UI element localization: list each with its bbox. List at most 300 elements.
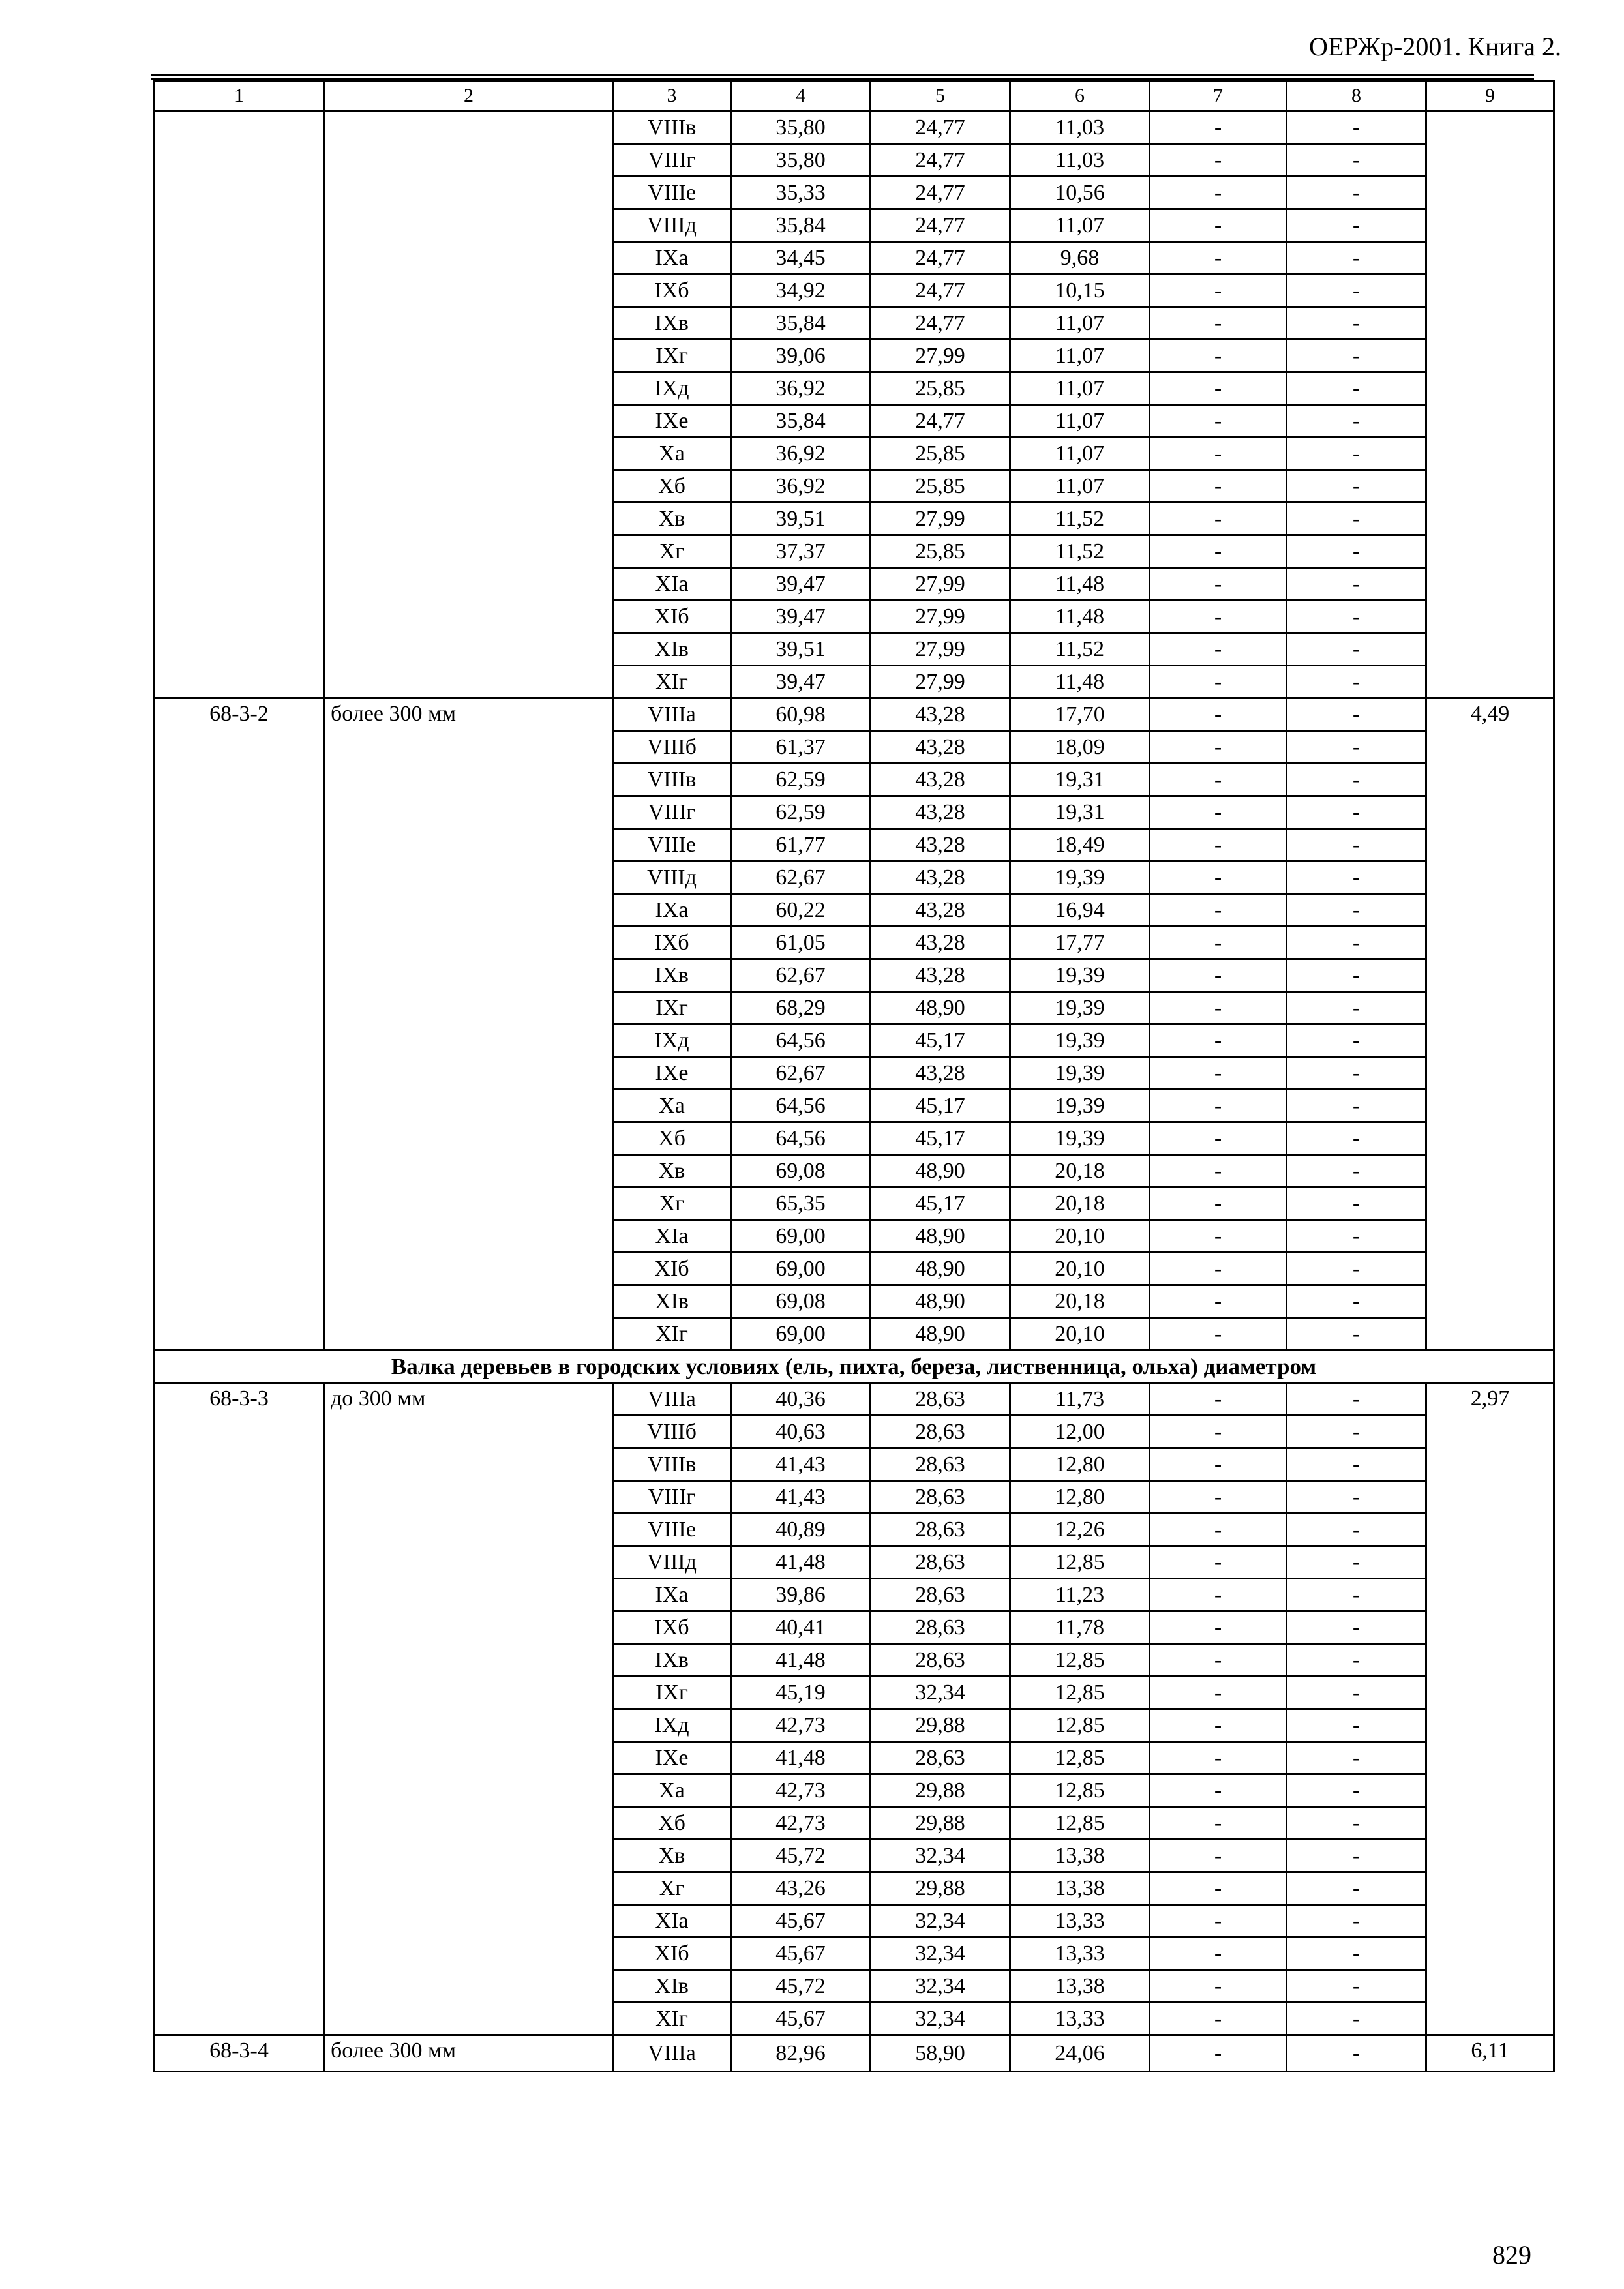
value-cell: - [1150, 861, 1287, 894]
value-cell: 35,84 [731, 405, 871, 438]
value-cell: - [1287, 1025, 1426, 1057]
zone-cell: Xa [613, 1774, 731, 1807]
value-cell: 28,63 [871, 1448, 1010, 1481]
value-cell: 45,17 [871, 1025, 1010, 1057]
value-cell: - [1287, 1677, 1426, 1709]
value-cell: 64,56 [731, 1090, 871, 1122]
value-cell: 28,63 [871, 1611, 1010, 1644]
value-cell: 32,34 [871, 1937, 1010, 1970]
value-cell: 32,34 [871, 1677, 1010, 1709]
value-cell: 48,90 [871, 1220, 1010, 1253]
value-cell: 48,90 [871, 1285, 1010, 1318]
zone-cell: VIIIa [613, 2035, 731, 2072]
value-cell: - [1150, 112, 1287, 144]
value-cell: - [1287, 927, 1426, 959]
rate-code-cell: 68-3-2 [154, 698, 325, 1351]
column-9-cell: 2,97 [1426, 1383, 1554, 2035]
value-cell: 61,77 [731, 829, 871, 861]
value-cell: - [1150, 2003, 1287, 2035]
value-cell: - [1150, 1937, 1287, 1970]
value-cell: 32,34 [871, 1905, 1010, 1937]
value-cell: 17,70 [1010, 698, 1150, 731]
value-cell: 40,89 [731, 1514, 871, 1546]
value-cell: 34,92 [731, 275, 871, 307]
value-cell: - [1287, 1057, 1426, 1090]
value-cell: 13,33 [1010, 1937, 1150, 1970]
value-cell: - [1150, 1448, 1287, 1481]
value-cell: - [1150, 275, 1287, 307]
value-cell: 45,72 [731, 1840, 871, 1872]
value-cell: 43,28 [871, 829, 1010, 861]
value-cell: - [1150, 1057, 1287, 1090]
zone-cell: VIIIв [613, 764, 731, 796]
value-cell: - [1150, 1155, 1287, 1188]
value-cell: 12,00 [1010, 1416, 1150, 1448]
value-cell: 69,08 [731, 1285, 871, 1318]
value-cell: - [1150, 1188, 1287, 1220]
value-cell: 11,03 [1010, 144, 1150, 177]
value-cell: - [1150, 144, 1287, 177]
value-cell: - [1150, 927, 1287, 959]
value-cell: 42,73 [731, 1709, 871, 1742]
value-cell: - [1150, 1253, 1287, 1285]
value-cell: - [1150, 698, 1287, 731]
zone-cell: IXд [613, 372, 731, 405]
value-cell: - [1150, 1970, 1287, 2003]
zone-cell: VIIIд [613, 1546, 731, 1579]
value-cell: 45,17 [871, 1188, 1010, 1220]
table-row [154, 2035, 1554, 2072]
value-cell: 27,99 [871, 568, 1010, 601]
value-cell: 37,37 [731, 535, 871, 568]
value-cell: - [1287, 1742, 1426, 1774]
value-cell: - [1287, 1905, 1426, 1937]
value-cell: - [1287, 1514, 1426, 1546]
value-cell: - [1287, 112, 1426, 144]
value-cell: 82,96 [731, 2035, 871, 2072]
value-cell: 28,63 [871, 1644, 1010, 1677]
value-cell: - [1287, 503, 1426, 535]
value-cell: - [1150, 1318, 1287, 1351]
value-cell: - [1150, 1416, 1287, 1448]
column-number-cell: 8 [1287, 81, 1426, 112]
value-cell: 24,77 [871, 112, 1010, 144]
value-cell: 41,48 [731, 1742, 871, 1774]
value-cell: 19,39 [1010, 861, 1150, 894]
value-cell: - [1150, 992, 1287, 1025]
value-cell: 13,38 [1010, 1970, 1150, 2003]
value-cell: 19,31 [1010, 764, 1150, 796]
value-cell: - [1287, 959, 1426, 992]
value-cell: - [1150, 470, 1287, 503]
value-cell: - [1150, 568, 1287, 601]
value-cell: 43,26 [731, 1872, 871, 1905]
value-cell: 58,90 [871, 2035, 1010, 2072]
value-cell: - [1150, 405, 1287, 438]
value-cell: - [1287, 1840, 1426, 1872]
value-cell: 19,39 [1010, 1122, 1150, 1155]
value-cell: 25,85 [871, 470, 1010, 503]
zone-cell: IXг [613, 340, 731, 372]
zone-cell: VIIIa [613, 1383, 731, 1416]
value-cell: 11,07 [1010, 209, 1150, 242]
zone-cell: Xг [613, 1188, 731, 1220]
value-cell: 39,47 [731, 568, 871, 601]
value-cell: - [1287, 1937, 1426, 1970]
value-cell: - [1150, 1514, 1287, 1546]
zone-cell: IXб [613, 927, 731, 959]
value-cell: 48,90 [871, 1253, 1010, 1285]
zone-cell: XIб [613, 1253, 731, 1285]
value-cell: 60,22 [731, 894, 871, 927]
value-cell: 27,99 [871, 666, 1010, 698]
value-cell: 34,45 [731, 242, 871, 275]
value-cell: 12,85 [1010, 1709, 1150, 1742]
value-cell: 29,88 [871, 1709, 1010, 1742]
column-9-cell [1426, 112, 1554, 698]
value-cell: 11,07 [1010, 340, 1150, 372]
value-cell: - [1150, 1481, 1287, 1514]
value-cell: 39,51 [731, 633, 871, 666]
zone-cell: IXд [613, 1025, 731, 1057]
value-cell: 11,78 [1010, 1611, 1150, 1644]
value-cell: 24,77 [871, 209, 1010, 242]
zone-cell: Xг [613, 1872, 731, 1905]
value-cell: - [1150, 1807, 1287, 1840]
zone-cell: IXе [613, 1057, 731, 1090]
value-cell: 36,92 [731, 438, 871, 470]
value-cell: 62,59 [731, 764, 871, 796]
value-cell: - [1287, 1774, 1426, 1807]
rate-description-cell: более 300 мм [325, 2035, 613, 2072]
value-cell: - [1150, 1742, 1287, 1774]
value-cell: 11,23 [1010, 1579, 1150, 1611]
value-cell: - [1287, 340, 1426, 372]
value-cell: - [1150, 1122, 1287, 1155]
value-cell: 24,77 [871, 144, 1010, 177]
zone-cell: IXе [613, 1742, 731, 1774]
value-cell: 32,34 [871, 1840, 1010, 1872]
section-title-row [154, 1351, 1554, 1383]
value-cell: - [1287, 1709, 1426, 1742]
value-cell: 39,51 [731, 503, 871, 535]
value-cell: - [1150, 2035, 1287, 2072]
value-cell: 25,85 [871, 438, 1010, 470]
zone-cell: VIIIв [613, 1448, 731, 1481]
value-cell: - [1150, 1546, 1287, 1579]
value-cell: - [1287, 405, 1426, 438]
value-cell: 64,56 [731, 1025, 871, 1057]
value-cell: 11,52 [1010, 535, 1150, 568]
value-cell: - [1287, 698, 1426, 731]
value-cell: - [1150, 959, 1287, 992]
value-cell: 65,35 [731, 1188, 871, 1220]
value-cell: 43,28 [871, 764, 1010, 796]
value-cell: - [1287, 275, 1426, 307]
value-cell: 35,84 [731, 209, 871, 242]
value-cell: - [1287, 1481, 1426, 1514]
value-cell: 12,85 [1010, 1546, 1150, 1579]
zone-cell: XIa [613, 568, 731, 601]
value-cell: - [1287, 1970, 1426, 2003]
rate-description-cell [325, 112, 613, 698]
value-cell: 27,99 [871, 633, 1010, 666]
value-cell: 62,59 [731, 796, 871, 829]
value-cell: 45,17 [871, 1122, 1010, 1155]
value-cell: 43,28 [871, 861, 1010, 894]
zone-cell: IXa [613, 1579, 731, 1611]
column-9-cell: 4,49 [1426, 698, 1554, 1351]
value-cell: 29,88 [871, 1774, 1010, 1807]
value-cell: 11,07 [1010, 372, 1150, 405]
value-cell: 41,48 [731, 1644, 871, 1677]
value-cell: 69,00 [731, 1253, 871, 1285]
value-cell: 24,77 [871, 307, 1010, 340]
value-cell: 69,08 [731, 1155, 871, 1188]
zone-cell: XIг [613, 2003, 731, 2035]
value-cell: - [1287, 1220, 1426, 1253]
table-row [154, 112, 1554, 144]
value-cell: - [1150, 1579, 1287, 1611]
value-cell: - [1150, 1383, 1287, 1416]
value-cell: - [1150, 307, 1287, 340]
value-cell: - [1287, 438, 1426, 470]
column-number-cell: 4 [731, 81, 871, 112]
value-cell: - [1150, 1872, 1287, 1905]
value-cell: 27,99 [871, 340, 1010, 372]
value-cell: - [1287, 992, 1426, 1025]
value-cell: 11,07 [1010, 307, 1150, 340]
value-cell: 41,48 [731, 1546, 871, 1579]
column-number-cell: 2 [325, 81, 613, 112]
value-cell: - [1150, 1220, 1287, 1253]
value-cell: - [1150, 1611, 1287, 1644]
value-cell: - [1287, 1285, 1426, 1318]
value-cell: 45,72 [731, 1970, 871, 2003]
value-cell: - [1287, 1090, 1426, 1122]
value-cell: 32,34 [871, 1970, 1010, 2003]
value-cell: 24,77 [871, 242, 1010, 275]
zone-cell: IXв [613, 959, 731, 992]
value-cell: 61,37 [731, 731, 871, 764]
value-cell: 11,48 [1010, 601, 1150, 633]
value-cell: 35,80 [731, 144, 871, 177]
value-cell: - [1287, 764, 1426, 796]
value-cell: 11,73 [1010, 1383, 1150, 1416]
value-cell: 28,63 [871, 1481, 1010, 1514]
value-cell: - [1287, 2003, 1426, 2035]
value-cell: - [1150, 1840, 1287, 1872]
zone-cell: Xб [613, 470, 731, 503]
zone-cell: XIa [613, 1220, 731, 1253]
value-cell: - [1287, 144, 1426, 177]
value-cell: - [1287, 1253, 1426, 1285]
value-cell: - [1287, 1188, 1426, 1220]
zone-cell: IXa [613, 242, 731, 275]
value-cell: 39,86 [731, 1579, 871, 1611]
value-cell: - [1287, 601, 1426, 633]
value-cell: 20,18 [1010, 1188, 1150, 1220]
value-cell: - [1287, 1448, 1426, 1481]
value-cell: 45,67 [731, 1905, 871, 1937]
value-cell: 40,41 [731, 1611, 871, 1644]
value-cell: - [1150, 242, 1287, 275]
value-cell: 19,39 [1010, 1057, 1150, 1090]
value-cell: 12,80 [1010, 1481, 1150, 1514]
value-cell: - [1150, 1774, 1287, 1807]
value-cell: 24,77 [871, 405, 1010, 438]
value-cell: 60,98 [731, 698, 871, 731]
zone-cell: XIб [613, 1937, 731, 1970]
value-cell: - [1287, 796, 1426, 829]
rate-code-cell: 68-3-4 [154, 2035, 325, 2072]
value-cell: 43,28 [871, 796, 1010, 829]
value-cell: 11,48 [1010, 568, 1150, 601]
value-cell: - [1150, 731, 1287, 764]
value-cell: 28,63 [871, 1383, 1010, 1416]
value-cell: 40,63 [731, 1416, 871, 1448]
zone-cell: VIIIд [613, 861, 731, 894]
zone-cell: XIб [613, 601, 731, 633]
document-header-title: ОЕРЖр-2001. Книга 2. [1309, 32, 1561, 61]
table-row [154, 698, 1554, 731]
value-cell: 45,67 [731, 2003, 871, 2035]
value-cell: 19,39 [1010, 1025, 1150, 1057]
value-cell: - [1287, 209, 1426, 242]
zone-cell: IXе [613, 405, 731, 438]
value-cell: 20,10 [1010, 1318, 1150, 1351]
value-cell: 61,05 [731, 927, 871, 959]
zone-cell: XIв [613, 633, 731, 666]
table-row [154, 1383, 1554, 1416]
value-cell: - [1287, 177, 1426, 209]
zone-cell: VIIIг [613, 144, 731, 177]
zone-cell: VIIIд [613, 209, 731, 242]
value-cell: 12,85 [1010, 1807, 1150, 1840]
value-cell: - [1287, 1611, 1426, 1644]
value-cell: 48,90 [871, 1155, 1010, 1188]
value-cell: - [1150, 1285, 1287, 1318]
value-cell: - [1287, 242, 1426, 275]
value-cell: - [1287, 1318, 1426, 1351]
value-cell: 10,15 [1010, 275, 1150, 307]
value-cell: 35,33 [731, 177, 871, 209]
zone-cell: Xa [613, 438, 731, 470]
value-cell: 43,28 [871, 894, 1010, 927]
value-cell: 39,47 [731, 666, 871, 698]
value-cell: - [1150, 1905, 1287, 1937]
value-cell: 39,47 [731, 601, 871, 633]
value-cell: 13,33 [1010, 2003, 1150, 2035]
zone-cell: IXб [613, 275, 731, 307]
rate-description-cell: до 300 мм [325, 1383, 613, 2035]
zone-cell: IXд [613, 1709, 731, 1742]
zone-cell: XIa [613, 1905, 731, 1937]
value-cell: 28,63 [871, 1579, 1010, 1611]
zone-cell: Xб [613, 1122, 731, 1155]
value-cell: 32,34 [871, 2003, 1010, 2035]
value-cell: - [1287, 731, 1426, 764]
value-cell: - [1287, 1644, 1426, 1677]
zone-cell: VIIIе [613, 1514, 731, 1546]
value-cell: - [1150, 829, 1287, 861]
value-cell: - [1150, 764, 1287, 796]
column-number-cell: 9 [1426, 81, 1554, 112]
value-cell: 12,85 [1010, 1774, 1150, 1807]
value-cell: 20,18 [1010, 1285, 1150, 1318]
value-cell: 11,07 [1010, 405, 1150, 438]
value-cell: - [1287, 470, 1426, 503]
value-cell: - [1150, 1677, 1287, 1709]
value-cell: 24,77 [871, 275, 1010, 307]
zone-cell: VIIIе [613, 829, 731, 861]
column-number-cell: 7 [1150, 81, 1287, 112]
column-number-row [154, 81, 1554, 112]
zone-cell: VIIIе [613, 177, 731, 209]
column-number-cell: 6 [1010, 81, 1150, 112]
value-cell: - [1287, 829, 1426, 861]
value-cell: - [1150, 633, 1287, 666]
value-cell: 11,07 [1010, 470, 1150, 503]
value-cell: - [1287, 1383, 1426, 1416]
zone-cell: VIIIa [613, 698, 731, 731]
zone-cell: Xг [613, 535, 731, 568]
rate-code-cell: 68-3-3 [154, 1383, 325, 2035]
value-cell: 64,56 [731, 1122, 871, 1155]
zone-cell: IXб [613, 1611, 731, 1644]
zone-cell: Xв [613, 1840, 731, 1872]
value-cell: - [1287, 1872, 1426, 1905]
zone-cell: XIв [613, 1970, 731, 2003]
value-cell: 28,63 [871, 1416, 1010, 1448]
zone-cell: XIг [613, 1318, 731, 1351]
zone-cell: Xв [613, 1155, 731, 1188]
zone-cell: Xв [613, 503, 731, 535]
value-cell: 24,77 [871, 177, 1010, 209]
value-cell: - [1287, 535, 1426, 568]
value-cell: - [1150, 894, 1287, 927]
value-cell: 62,67 [731, 1057, 871, 1090]
column-number-cell: 5 [871, 81, 1010, 112]
value-cell: 48,90 [871, 1318, 1010, 1351]
value-cell: 36,92 [731, 470, 871, 503]
zone-cell: IXв [613, 307, 731, 340]
value-cell: 19,39 [1010, 992, 1150, 1025]
zone-cell: IXв [613, 1644, 731, 1677]
value-cell: 11,52 [1010, 503, 1150, 535]
value-cell: 29,88 [871, 1807, 1010, 1840]
value-cell: 40,36 [731, 1383, 871, 1416]
value-cell: 43,28 [871, 959, 1010, 992]
value-cell: 16,94 [1010, 894, 1150, 927]
value-cell: 41,43 [731, 1448, 871, 1481]
zone-cell: IXг [613, 1677, 731, 1709]
column-number-cell: 3 [613, 81, 731, 112]
value-cell: 62,67 [731, 959, 871, 992]
value-cell: 35,80 [731, 112, 871, 144]
value-cell: 13,38 [1010, 1840, 1150, 1872]
value-cell: 11,52 [1010, 633, 1150, 666]
value-cell: 69,00 [731, 1318, 871, 1351]
value-cell: - [1287, 372, 1426, 405]
value-cell: 12,85 [1010, 1644, 1150, 1677]
zone-cell: Xa [613, 1090, 731, 1122]
rate-description-cell: более 300 мм [325, 698, 613, 1351]
value-cell: 19,31 [1010, 796, 1150, 829]
value-cell: - [1150, 1709, 1287, 1742]
value-cell: - [1150, 372, 1287, 405]
value-cell: 62,67 [731, 861, 871, 894]
